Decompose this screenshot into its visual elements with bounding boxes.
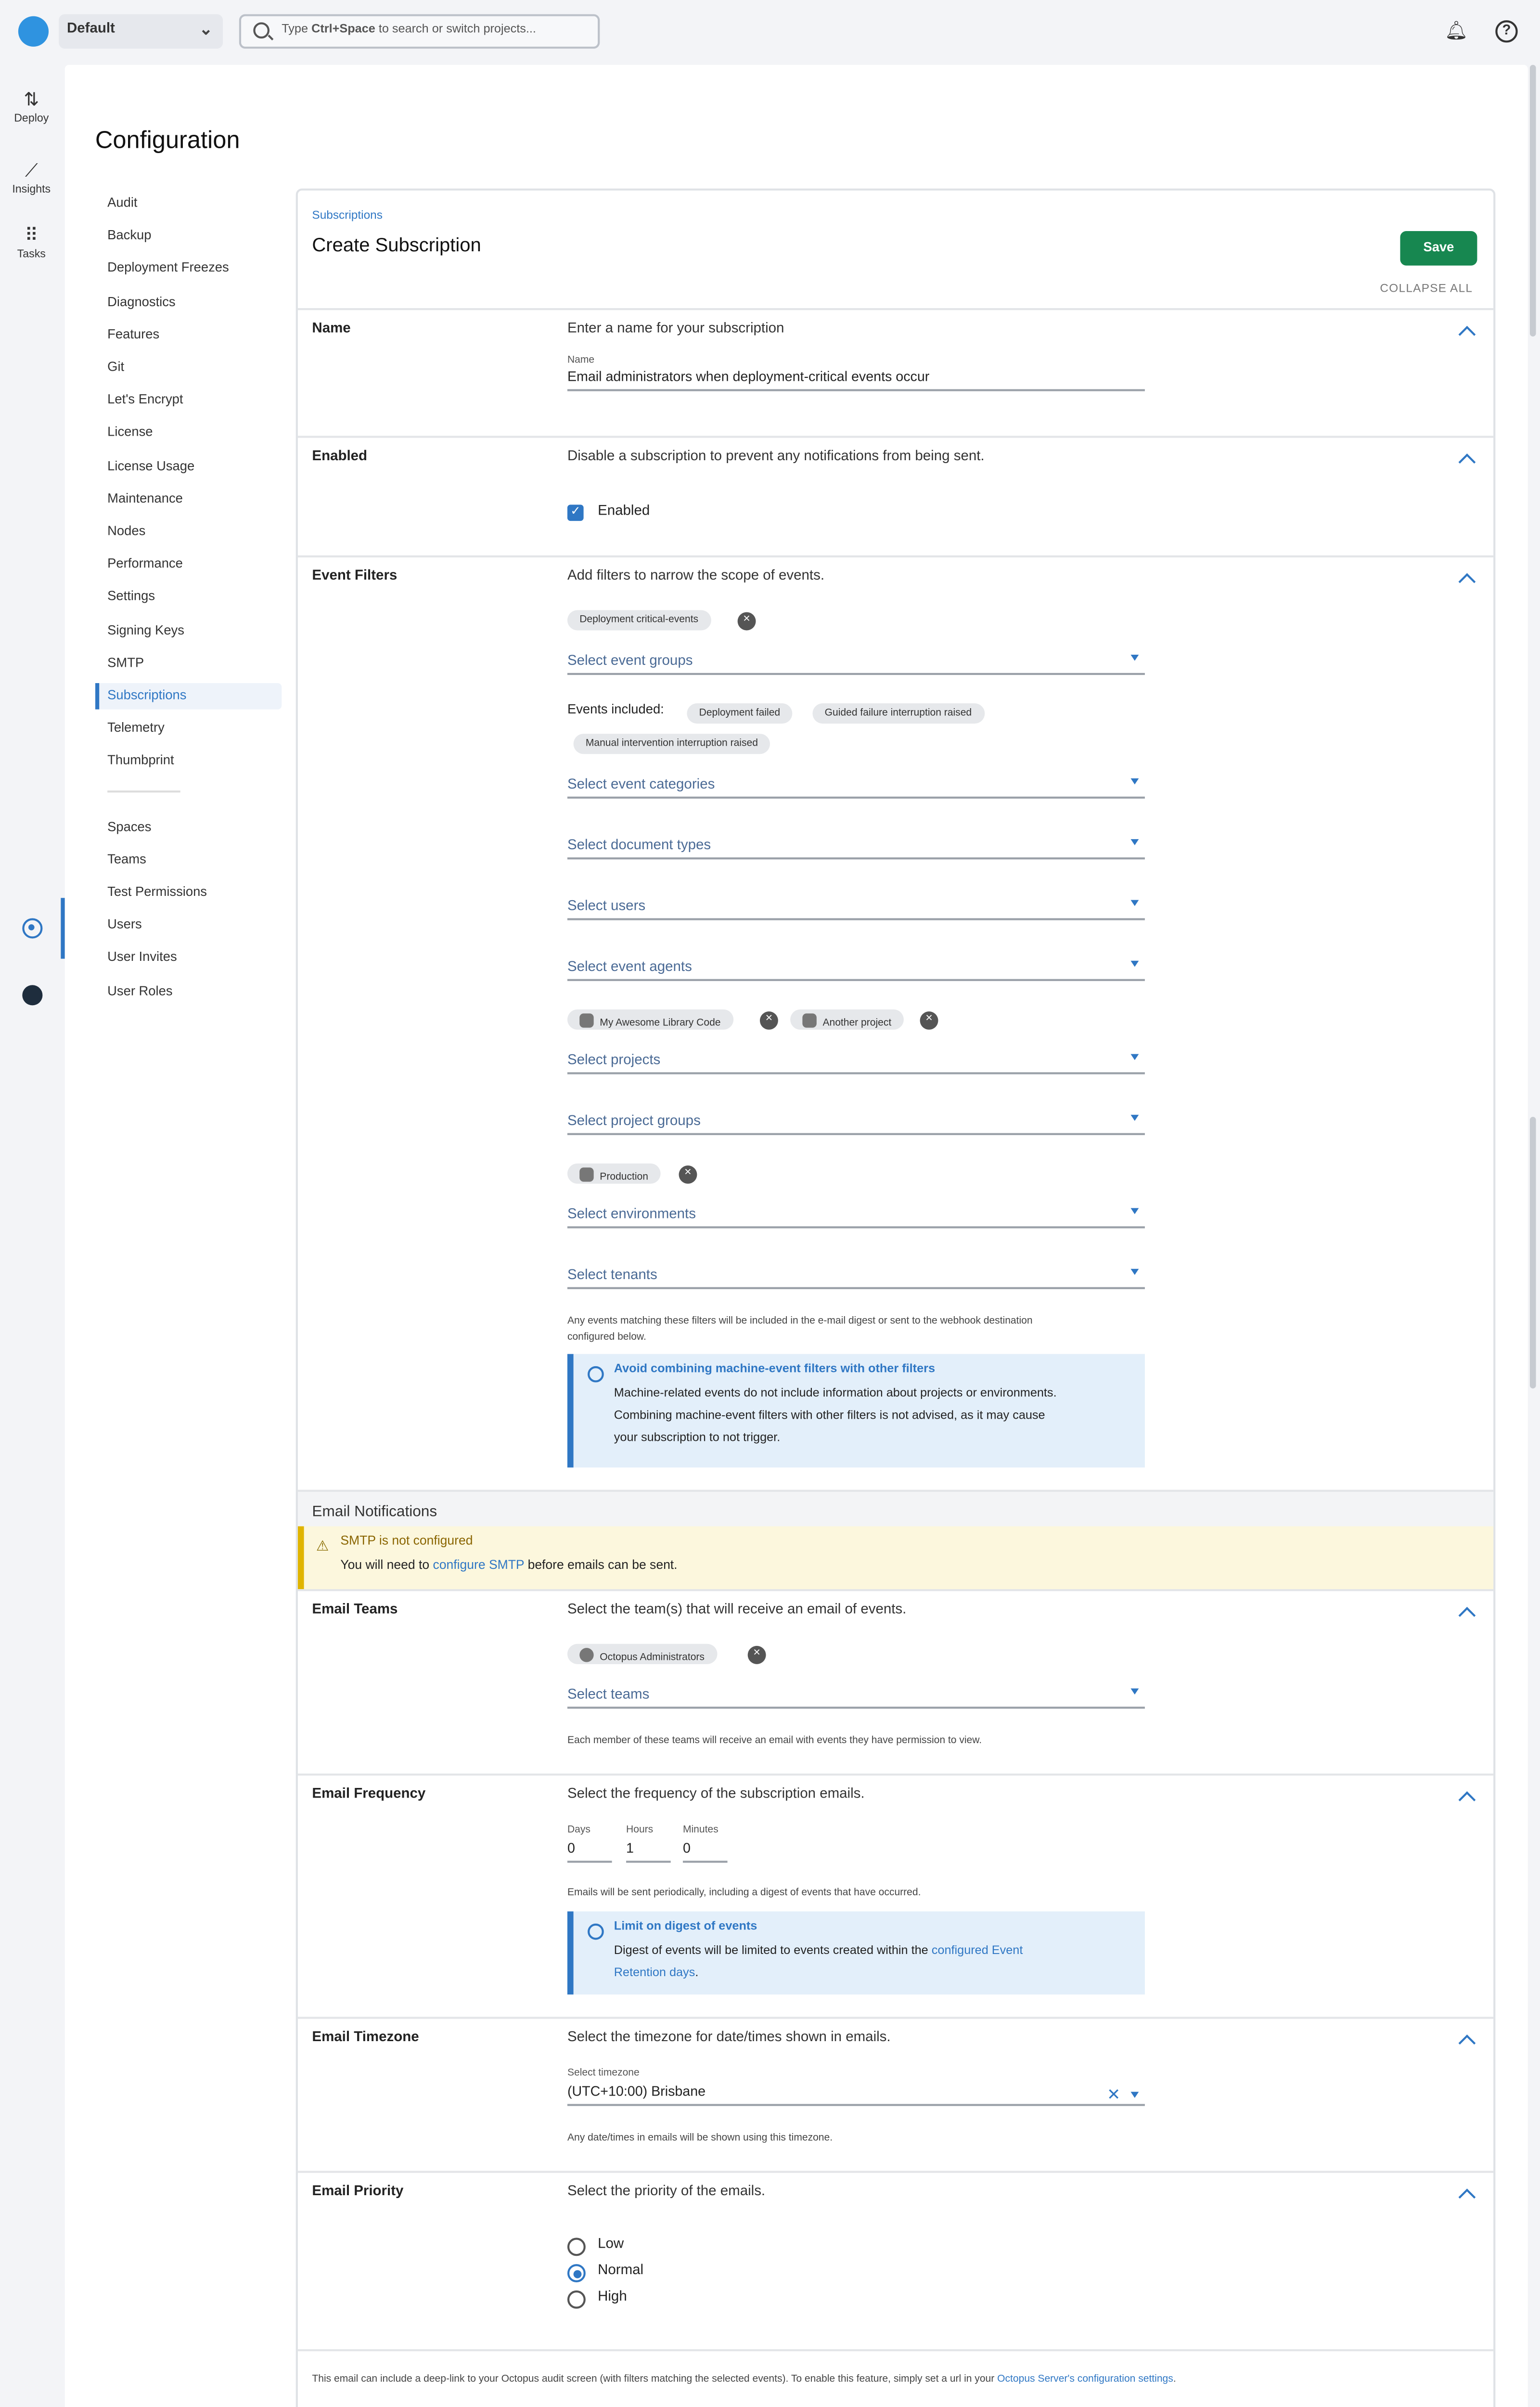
select-projects-text: Select projects (567, 1054, 661, 1068)
chevron-down-icon: ⌄ (199, 20, 213, 39)
days-label: Days (567, 1824, 590, 1837)
section-email-teams-label: Email Teams (312, 1603, 398, 1618)
caret-down-icon (1130, 1688, 1139, 1695)
breadcrumb[interactable]: Subscriptions (312, 210, 383, 223)
digest-limit-callout (567, 1912, 1145, 1995)
config-nav-maintenance[interactable]: Maintenance (107, 492, 183, 506)
section-enabled-desc: Disable a subscription to prevent any notifications from being sent. (567, 450, 985, 465)
callout-body (614, 1385, 1133, 1451)
config-nav-lets-encrypt[interactable]: Let's Encrypt (107, 393, 183, 408)
select-tenants[interactable] (567, 1269, 1145, 1289)
remove-chip-icon[interactable]: × (920, 1010, 938, 1029)
caret-down-icon (1130, 1269, 1139, 1275)
bell-icon[interactable]: 🔔︎ (1445, 20, 1468, 41)
config-nav-signing-keys[interactable]: Signing Keys (107, 623, 184, 638)
priority-label-normal: Normal (598, 2264, 644, 2278)
form-title: Create Subscription (312, 235, 481, 258)
callout-title: Avoid combining machine-event filters with other filters (614, 1364, 936, 1376)
space-name: Default (66, 22, 115, 37)
deeplink-note-section (298, 2349, 1493, 2407)
select-email-teams[interactable] (567, 1688, 1145, 1708)
select-document-types[interactable] (567, 839, 1145, 859)
timezone-select[interactable] (567, 2086, 1145, 2106)
environment-chip-label: Production (600, 1171, 648, 1184)
config-nav-nodes[interactable]: Nodes (107, 525, 146, 539)
callout-suffix: . (695, 1968, 699, 1980)
top-bar (0, 0, 1540, 63)
warning-suffix: before emails can be sent. (524, 1558, 678, 1573)
config-nav-thumbprint[interactable]: Thumbprint (107, 754, 174, 769)
project-chip-label: Another project (822, 1017, 892, 1030)
remove-chip-icon[interactable]: × (760, 1010, 778, 1029)
collapse-all-button[interactable]: COLLAPSE ALL (1380, 284, 1473, 296)
hours-label: Hours (626, 1824, 654, 1837)
select-event-agents[interactable] (567, 961, 1145, 981)
config-nav-telemetry[interactable]: Telemetry (107, 722, 165, 737)
project-chip-label: My Awesome Library Code (600, 1017, 721, 1030)
callout-body (614, 1942, 1133, 1987)
callout-line3: your subscription to not trigger. (614, 1433, 781, 1446)
enabled-checkbox-label: Enabled (598, 505, 650, 519)
left-nav (0, 63, 63, 2407)
page-title: Configuration (95, 126, 240, 154)
section-email-teams (298, 1589, 1493, 1773)
page-scrollbar[interactable] (1530, 65, 1536, 2407)
search-input[interactable] (239, 14, 600, 49)
event-filters-note-line1: Any events matching these filters will be included in the e-mail digest or sent to the webhook destination (567, 1315, 1033, 1328)
section-event-filters-desc: Add filters to narrow the scope of events. (567, 569, 825, 584)
config-nav-features[interactable]: Features (107, 328, 160, 342)
deeplink-note-suffix: . (1173, 2373, 1176, 2386)
select-environments-text: Select environments (567, 1208, 696, 1222)
chevron-up-icon[interactable] (1459, 326, 1476, 343)
environment-chip (567, 1164, 660, 1184)
event-retention-link[interactable]: configured Event (931, 1946, 1023, 1958)
event-chip: Deployment failed (687, 703, 792, 724)
machine-filter-callout (567, 1354, 1145, 1468)
enabled-checkbox[interactable]: ✓ (567, 505, 584, 521)
caret-down-icon (1130, 778, 1139, 785)
timezone-value: (UTC+10:00) Brisbane (567, 2085, 706, 2100)
event-filters-note (567, 1313, 1033, 1346)
event-chip: Manual intervention interruption raised (574, 734, 770, 754)
chevron-up-icon[interactable] (1459, 1607, 1476, 1624)
project-icon (802, 1013, 816, 1027)
config-nav-diagnostics[interactable]: Diagnostics (107, 295, 176, 310)
event-filters-note-line2: configured below. (567, 1332, 646, 1344)
rocket-icon: ⇅ (24, 89, 39, 110)
event-chip: Guided failure interruption raised (812, 703, 984, 724)
config-nav-user-roles[interactable]: User Roles (107, 984, 173, 998)
select-event-categories-text: Select event categories (567, 778, 715, 793)
minutes-input[interactable]: 0 (683, 1842, 728, 1863)
config-nav-teams[interactable]: Teams (107, 853, 146, 867)
remove-chip-icon[interactable]: × (679, 1165, 697, 1183)
section-email-frequency (298, 1773, 1493, 2017)
chevron-up-icon[interactable] (1459, 453, 1476, 471)
config-nav-user-invites[interactable]: User Invites (107, 951, 177, 966)
team-icon (579, 1648, 593, 1662)
config-nav-test-permissions[interactable]: Test Permissions (107, 885, 207, 900)
search-icon (253, 22, 270, 39)
remove-chip-icon[interactable]: × (738, 611, 756, 629)
email-teams-note: Each member of these teams will receive an email with events they have permission to view. (567, 1735, 982, 1747)
section-name (298, 308, 1493, 436)
priority-radio-normal[interactable] (567, 2264, 586, 2282)
config-nav-git[interactable]: Git (107, 361, 125, 375)
section-event-filters-label: Event Filters (312, 569, 398, 584)
minutes-label: Minutes (682, 1824, 719, 1837)
nav-tasks[interactable] (0, 227, 63, 262)
select-event-groups[interactable] (567, 655, 1145, 675)
info-icon (588, 1924, 604, 1940)
section-email-teams-desc: Select the team(s) that will receive an email of events. (567, 1603, 907, 1618)
chevron-up-icon[interactable] (1459, 2188, 1476, 2206)
name-input[interactable]: Email administrators when deployment-critical events occur (567, 371, 1145, 391)
email-frequency-note: Emails will be sent periodically, including a digest of events that have occurred. (567, 1887, 921, 1900)
create-subscription-form (296, 189, 1496, 2407)
select-projects[interactable] (567, 1054, 1145, 1074)
server-config-link[interactable]: Octopus Server's configuration settings (997, 2373, 1173, 2386)
section-email-priority (298, 2171, 1493, 2349)
caret-down-icon (1130, 1054, 1139, 1060)
environment-icon (579, 1167, 593, 1181)
search-placeholder-pre: Type (282, 24, 312, 37)
warning-icon: ⚠ (316, 1540, 329, 1555)
config-nav-smtp[interactable]: SMTP (107, 656, 144, 671)
nav-tasks-label: Tasks (17, 249, 46, 262)
section-enabled (298, 436, 1493, 555)
callout-prefix: Digest of events will be limited to events created within the (614, 1946, 932, 1958)
section-email-timezone-label: Email Timezone (312, 2031, 419, 2045)
priority-label-low: Low (598, 2238, 624, 2252)
warning-body (340, 1559, 1477, 1573)
search-placeholder-post: to search or switch projects... (375, 24, 537, 37)
warning-prefix: You will need to (340, 1558, 433, 1573)
config-nav-audit[interactable]: Audit (107, 196, 138, 211)
config-nav-license[interactable]: License (107, 426, 153, 441)
select-project-groups-text: Select project groups (567, 1114, 701, 1129)
clear-icon[interactable]: ✕ (1107, 2085, 1121, 2104)
smtp-warning (298, 1527, 1493, 1590)
select-environments[interactable] (567, 1208, 1145, 1228)
event-retention-link-2[interactable]: Retention days (614, 1968, 695, 1980)
project-chip (790, 1009, 903, 1030)
config-nav-backup[interactable]: Backup (107, 229, 152, 244)
gear-icon[interactable] (22, 918, 42, 938)
warning-title: SMTP is not configured (340, 1534, 473, 1549)
octopus-logo-icon[interactable] (18, 16, 49, 47)
team-chip (567, 1644, 717, 1664)
config-nav-subscriptions[interactable]: Subscriptions (95, 683, 282, 710)
select-users-text: Select users (567, 900, 646, 914)
select-event-categories[interactable] (567, 778, 1145, 799)
config-nav-users[interactable]: Users (107, 918, 142, 933)
scrollbar-thumb[interactable] (1530, 65, 1536, 336)
section-name-label: Name (312, 322, 351, 336)
select-document-types-text: Select document types (567, 839, 711, 854)
section-email-timezone-desc: Select the timezone for date/times shown in emails. (567, 2031, 891, 2045)
deeplink-note-prefix: This email can include a deep-link to your Octopus audit screen (with filters matching the selected events). To enable this feature, simply set a url in your (312, 2373, 998, 2386)
grid-icon: ⠿ (25, 225, 38, 246)
remove-chip-icon[interactable]: × (748, 1645, 766, 1663)
save-button[interactable]: Save (1400, 231, 1477, 266)
email-notifications-header: Email Notifications (298, 1490, 1493, 1527)
space-selector[interactable] (59, 14, 223, 49)
chevron-up-icon[interactable] (1459, 2034, 1476, 2052)
section-event-filters (298, 556, 1493, 1490)
search-placeholder-shortcut: Ctrl+Space (311, 24, 375, 37)
config-nav-performance[interactable]: Performance (107, 557, 183, 572)
caret-down-icon (1130, 961, 1139, 967)
config-nav-license-usage[interactable]: License Usage (107, 459, 195, 474)
profile-octopus-icon[interactable] (22, 985, 42, 1005)
scrollbar-thumb[interactable] (1530, 1117, 1536, 1388)
callout-line2: Combining machine-event filters with other filters is not advised, as it may cause (614, 1411, 1045, 1423)
config-nav-divider (107, 790, 180, 792)
section-email-frequency-desc: Select the frequency of the subscription emails. (567, 1787, 865, 1802)
select-event-agents-text: Select event agents (567, 960, 692, 975)
callout-title: Limit on digest of events (614, 1921, 757, 1934)
chart-line-icon: ⟋ (25, 160, 38, 181)
caret-down-icon (1130, 655, 1139, 661)
configure-smtp-link[interactable]: configure SMTP (433, 1558, 525, 1573)
callout-line1: Machine-related events do not include information about projects or environments. (614, 1388, 1057, 1401)
main-panel (65, 65, 1528, 2407)
config-nav-deployment-freezes[interactable]: Deployment Freezes (107, 262, 229, 277)
info-icon (588, 1366, 604, 1383)
section-email-priority-desc: Select the priority of the emails. (567, 2185, 766, 2200)
chevron-up-icon[interactable] (1459, 573, 1476, 591)
email-timezone-note: Any date/times in emails will be shown using this timezone. (567, 2132, 833, 2145)
caret-down-icon (1130, 1208, 1139, 1214)
timezone-field-label: Select timezone (567, 2067, 640, 2080)
caret-down-icon (1130, 839, 1139, 845)
nav-deploy[interactable] (0, 91, 63, 126)
section-enabled-label: Enabled (312, 450, 368, 465)
nav-deploy-label: Deploy (14, 113, 49, 126)
caret-down-icon (1130, 900, 1139, 906)
priority-label-high: High (598, 2290, 627, 2305)
chevron-up-icon[interactable] (1459, 1791, 1476, 1809)
help-icon[interactable]: ? (1495, 20, 1517, 42)
priority-radio-low[interactable] (567, 2238, 586, 2256)
priority-radio-high[interactable] (567, 2291, 586, 2309)
section-name-desc: Enter a name for your subscription (567, 322, 784, 336)
deeplink-note (312, 2373, 1176, 2385)
nav-active-indicator (61, 898, 64, 958)
select-project-groups[interactable] (567, 1115, 1145, 1135)
caret-down-icon (1130, 2092, 1139, 2098)
days-input[interactable]: 0 (567, 1842, 612, 1863)
project-icon (579, 1013, 593, 1027)
select-event-groups-text: Select event groups (567, 654, 693, 669)
caret-down-icon (1130, 1115, 1139, 1121)
select-users[interactable] (567, 900, 1145, 920)
team-chip-label: Octopus Administrators (600, 1652, 705, 1664)
events-included-label: Events included: (567, 703, 664, 718)
event-group-chip: Deployment critical-events (567, 610, 710, 630)
project-chip (567, 1009, 733, 1030)
config-nav-settings[interactable]: Settings (107, 590, 155, 605)
nav-insights-label: Insights (12, 184, 51, 197)
section-email-frequency-label: Email Frequency (312, 1787, 426, 1802)
hours-input[interactable]: 1 (626, 1842, 671, 1863)
name-field-label: Name (567, 354, 595, 367)
nav-insights[interactable] (0, 162, 63, 197)
select-email-teams-text: Select teams (567, 1688, 650, 1703)
section-email-timezone (298, 2017, 1493, 2171)
select-tenants-text: Select tenants (567, 1268, 657, 1283)
section-email-priority-label: Email Priority (312, 2185, 404, 2200)
config-nav-spaces[interactable]: Spaces (107, 820, 152, 834)
